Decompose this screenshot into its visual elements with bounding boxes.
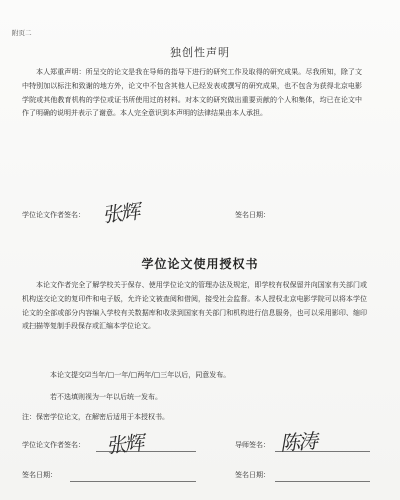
confidential-note-line: 注：保密学位论文，在解密后适用于本授权书。 xyxy=(22,413,169,421)
date-label-3: 签名日期： xyxy=(235,471,270,479)
date-label-1: 签名日期： xyxy=(235,211,270,219)
supervisor-signature-label: 导师签名： xyxy=(235,441,270,449)
originality-paragraph: 本人郑重声明：所呈交的论文是我在导师的指导下进行的研究工作及取得的研究成果。尽我所知，除了文中特别加以标注和致谢的地方外，论文中不包含其他人已经发表或撰写的研究成果，也不包含为获得北京电影学院或其他教育机构的学位或证书所使用过的材料。对本文的研究做出重要贡献的个人和集体，均已在论文中作了明确的说明并表示了谢意。本人完全意识到本声明的法律结果由本人承担。 xyxy=(22,68,362,118)
originality-title: 独创性声明 xyxy=(170,46,230,59)
appendix-label: 附页二 xyxy=(12,29,32,37)
authorization-title: 学位论文使用授权书 xyxy=(141,257,259,271)
authorization-paragraph: 本论文作者完全了解学校关于保存、使用学位论文的管理办法及规定，即学校有权保留并向国家有关部门或机构送交论文的复印件和电子版，允许论文被查阅和借阅，接受社会监督。本人授权北京电影学院可以将本学位论文的全部或部分内容编入学校有关数据库和收录到国家有关部门和机构进行信息服务，也可以采用影印、缩印或扫描等复制手段保存或汇编本学位论文。 xyxy=(22,281,367,331)
default-note-line: 若不选填则视为一年以后统一发布。 xyxy=(50,393,162,401)
date-underline-left xyxy=(70,481,196,482)
author-signature-1: 张辉 xyxy=(102,198,142,228)
author-signature-2: 张辉 xyxy=(106,430,146,458)
submit-option-line: 本论文提交☑当年/□一年/□两年/□三年以后，同意发布。 xyxy=(50,371,231,379)
author-signature-label-2: 学位论文作者签名： xyxy=(22,441,85,449)
supervisor-signature: 陈涛 xyxy=(279,428,320,456)
date-underline-right xyxy=(275,481,370,482)
author-signature-label: 学位论文作者签名： xyxy=(22,211,85,219)
date-label-2: 签名日期： xyxy=(22,471,57,479)
